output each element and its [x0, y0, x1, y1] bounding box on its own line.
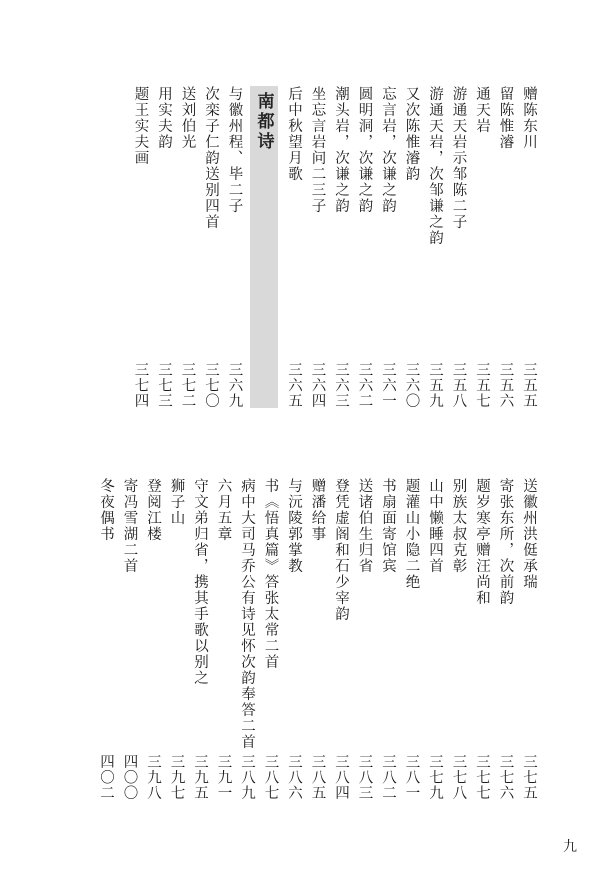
- entry-title: 山中懒睡四首: [427, 478, 443, 574]
- toc-entry: [258, 478, 282, 808]
- entry-title: 题灌山小隐二绝: [403, 478, 420, 590]
- entry-page-number: 三六二: [356, 362, 373, 409]
- toc-block-bottom: [70, 478, 540, 808]
- entry-page-number: 三九一: [215, 754, 232, 801]
- entry-title: 病中大司马乔公有诗见怀次韵奉答二首: [239, 478, 255, 750]
- entry-title: 次栾子仁韵送别四首: [203, 86, 219, 230]
- entry-title: 冬夜偶书: [98, 478, 114, 542]
- toc-entry: [305, 86, 329, 416]
- entry-title: 别族太叔克彰: [450, 478, 467, 574]
- toc-entry: [164, 478, 188, 808]
- toc-entry: [470, 86, 494, 416]
- entry-page-number: 三九五: [192, 754, 208, 801]
- entry-page-number: 三八九: [239, 754, 255, 801]
- entry-title: 书《悟真篇》答张太常二首: [262, 478, 279, 670]
- entry-title: 题王实夫画: [132, 86, 149, 166]
- entry-page-number: 三七五: [521, 754, 537, 801]
- toc-entry: [352, 86, 376, 416]
- entry-title: 狮子山: [168, 478, 185, 526]
- toc-entry: [517, 478, 541, 808]
- toc-entry: [222, 86, 246, 416]
- toc-entry: [188, 478, 212, 808]
- entry-page-number: 三七六: [497, 754, 514, 801]
- page-number: 九: [563, 839, 577, 855]
- entry-page-number: 三八三: [356, 754, 373, 801]
- entry-page-number: 三八六: [286, 754, 302, 801]
- entry-title: 寄张东所，次前韵: [497, 478, 514, 606]
- entry-title: 登凭虚阁和石少宰韵: [333, 478, 349, 622]
- entry-page-number: 三八七: [262, 754, 279, 801]
- toc-entry: [329, 86, 353, 416]
- entry-title: 与徽州程、毕二子: [226, 86, 243, 214]
- entry-title: 又次陈惟濬韵: [403, 86, 420, 182]
- entry-page-number: 三五七: [474, 362, 490, 409]
- entry-title: 守文弟归省，携其手歌以别之: [192, 478, 208, 686]
- entry-title: 赠潘给事: [309, 478, 326, 542]
- entry-page-number: 三七三: [156, 362, 172, 409]
- toc-entry: [423, 86, 447, 416]
- entry-page-number: 三九七: [168, 754, 185, 801]
- entry-title: 赠陈东川: [521, 86, 537, 150]
- entry-title: 后中秋望月歌: [286, 86, 302, 182]
- entry-title: 与沅陵郭掌教: [286, 478, 302, 574]
- toc-block-top: [70, 86, 540, 416]
- entry-title: 用实夫韵: [156, 86, 172, 150]
- toc-entry: [235, 478, 259, 808]
- toc-entry: [329, 478, 353, 808]
- toc-entry: [128, 86, 152, 416]
- entry-title: 圆明洞，次谦之韵: [356, 86, 373, 214]
- entry-page-number: 三五八: [450, 362, 467, 409]
- entry-title: 潮头岩，次谦之韵: [333, 86, 349, 214]
- toc-entry: [211, 478, 235, 808]
- toc-entry: [423, 478, 447, 808]
- entry-title: 送徽州洪侹承瑞: [521, 478, 537, 590]
- entry-title: 六月五章: [215, 478, 232, 542]
- entry-title: 游通天岩，次邹谦之韵: [427, 86, 443, 246]
- entry-title: 登阅江楼: [145, 478, 161, 542]
- entry-title: 通天岩: [474, 86, 490, 134]
- entry-page-number: 三六三: [333, 362, 349, 409]
- entry-page-number: 三八一: [403, 754, 420, 801]
- entry-page-number: 四〇〇: [121, 754, 138, 801]
- section-heading: [250, 86, 278, 416]
- toc-entry: [117, 478, 141, 808]
- toc-entry: [399, 478, 423, 808]
- entry-page-number: 三七九: [427, 754, 443, 801]
- entry-title: 送刘伯光: [179, 86, 196, 150]
- entry-page-number: 三八四: [333, 754, 349, 801]
- entry-page-number: 三六五: [286, 362, 302, 409]
- entry-title: 坐忘言岩问二三子: [309, 86, 326, 214]
- toc-entry: [282, 86, 306, 416]
- toc-entry: [282, 478, 306, 808]
- toc-entry: [376, 478, 400, 808]
- entry-page-number: 四〇二: [98, 754, 114, 801]
- toc-entry: [446, 478, 470, 808]
- toc-entry: [493, 478, 517, 808]
- entry-title: 留陈惟濬: [497, 86, 514, 150]
- toc-entry: [376, 86, 400, 416]
- entry-page-number: 三七〇: [203, 362, 219, 409]
- entry-title: 书扇面寄馆宾: [380, 478, 396, 574]
- entry-page-number: 三七四: [132, 362, 149, 409]
- entry-page-number: 三六四: [309, 362, 326, 409]
- entry-title: 题岁寒亭赠汪尚和: [474, 478, 490, 606]
- entry-page-number: 三八二: [380, 754, 396, 801]
- entry-title: 游通天岩示邹陈二子: [450, 86, 467, 230]
- toc-entry: [399, 86, 423, 416]
- entry-page-number: 三六一: [380, 362, 396, 409]
- toc-entry: [94, 478, 118, 808]
- entry-page-number: 三五九: [427, 362, 443, 409]
- entry-page-number: 三八五: [309, 754, 326, 801]
- entry-title: 送诸伯生归省: [356, 478, 373, 574]
- toc-entry: [175, 86, 199, 416]
- toc-entry: [199, 86, 223, 416]
- section-title: 南都诗: [253, 92, 274, 152]
- toc-entry: [152, 86, 176, 416]
- entry-page-number: 三六九: [226, 362, 243, 409]
- entry-title: 忘言岩，次谦之韵: [380, 86, 396, 214]
- toc-entry: [305, 478, 329, 808]
- toc-entry: [446, 86, 470, 416]
- toc-entry: [141, 478, 165, 808]
- toc-entry: [493, 86, 517, 416]
- entry-page-number: 三七八: [450, 754, 467, 801]
- entry-page-number: 三七二: [179, 362, 196, 409]
- entry-page-number: 三六〇: [403, 362, 420, 409]
- entry-page-number: 三五五: [521, 362, 537, 409]
- toc-entry: [517, 86, 541, 416]
- entry-page-number: 三五六: [497, 362, 514, 409]
- entry-page-number: 三七七: [474, 754, 490, 801]
- toc-entry: [352, 478, 376, 808]
- entry-title: 寄冯雪湖二首: [121, 478, 138, 574]
- toc-entry: [470, 478, 494, 808]
- entry-page-number: 三九八: [145, 754, 161, 801]
